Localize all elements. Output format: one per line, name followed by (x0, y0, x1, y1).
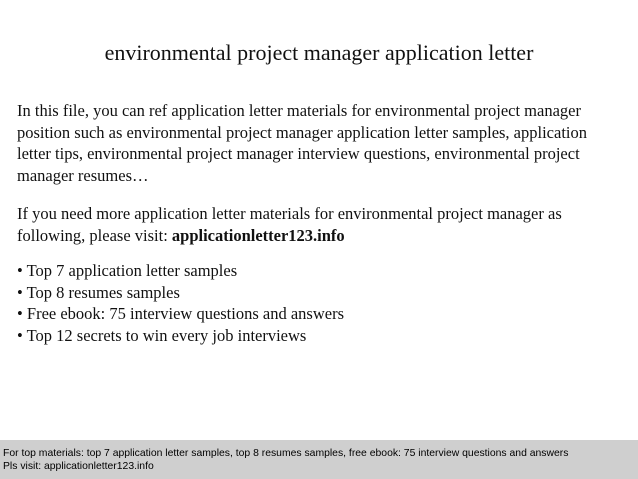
intro-paragraph: In this file, you can ref application letter materials for environmental project manager position such as environmental project manager application letter samples, application letter tips, environmental project manager interview questions, environmental project manager resumes… (17, 101, 587, 185)
footer-bar (0, 440, 638, 479)
site-link[interactable]: applicationletter123.info (171, 225, 345, 245)
list-item: • Free ebook: 75 interview questions and answers (17, 304, 344, 323)
bullet-list (17, 260, 617, 346)
list-item: • Top 8 resumes samples (17, 282, 180, 302)
more-info-text: If you need more application letter materials for environmental project manager as following, please visit: (17, 204, 562, 245)
page-title: environmental project manager application letter (104, 40, 534, 65)
footer-line-visit[interactable]: Pls visit: applicationletter123.info (3, 461, 154, 472)
more-info-paragraph (17, 203, 617, 246)
list-item: • Top 12 secrets to win every job interviews (17, 325, 307, 345)
footer-line-materials: For top materials: top 7 application letter samples, top 8 resumes samples, free ebook: 75 interview questions and answers (3, 448, 569, 459)
list-item: • Top 7 application letter samples (17, 261, 238, 280)
